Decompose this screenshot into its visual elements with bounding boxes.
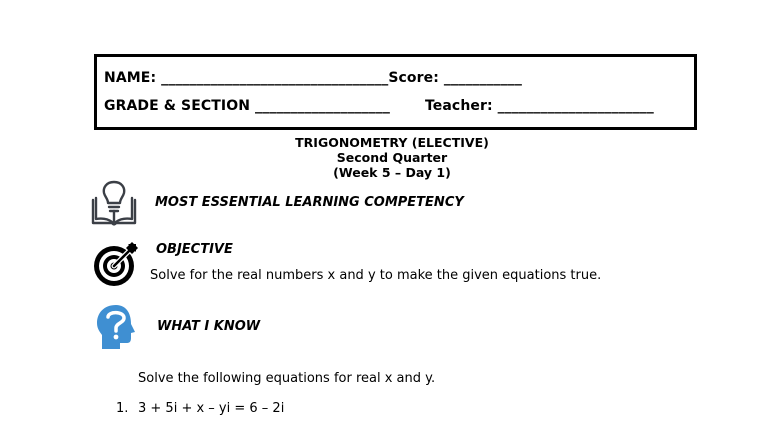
head-question-icon (94, 303, 138, 351)
target-arrow-icon (92, 240, 140, 288)
melc-title: MOST ESSENTIAL LEARNING COMPETENCY (155, 195, 464, 210)
name-score-line: NAME: ________________________________Score: ___________ (104, 70, 522, 86)
quarter-title: Second Quarter (336, 150, 448, 165)
objective-text: Solve for the real numbers x and y to make the given equations true. (150, 268, 602, 283)
student-info-box (94, 54, 697, 130)
teacher-line: Teacher: ______________________ (425, 98, 654, 114)
whatiknow-title: WHAT I KNOW (157, 319, 261, 334)
subject-title: TRIGONOMETRY (ELECTIVE) (295, 135, 489, 150)
grade-section-line: GRADE & SECTION ___________________ (104, 98, 390, 114)
instructions-text: Solve the following equations for real x and y. (138, 371, 436, 386)
week-title: (Week 5 – Day 1) (333, 165, 451, 180)
book-lightbulb-icon (91, 178, 137, 228)
item-equation: 3 + 5i + x – yi = 6 – 2i (138, 401, 285, 416)
objective-title: OBJECTIVE (156, 242, 233, 257)
item-number: 1. (116, 401, 129, 416)
